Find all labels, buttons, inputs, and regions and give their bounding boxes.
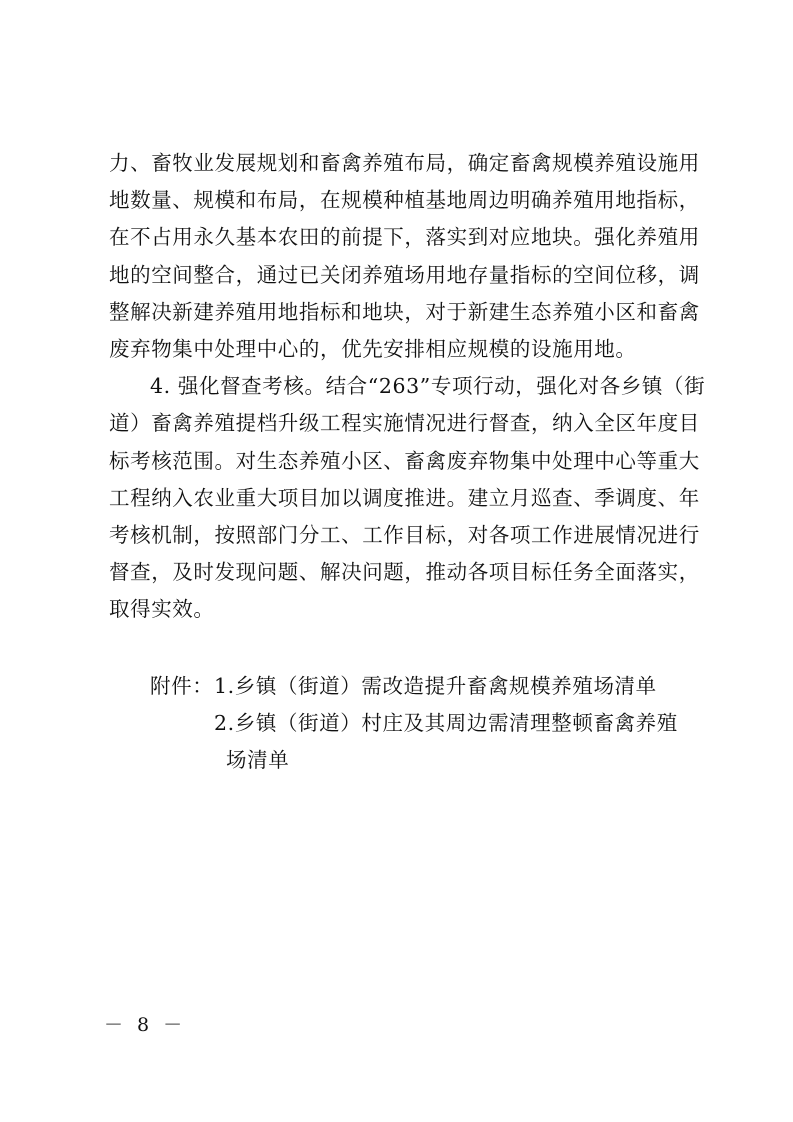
text-line: 4. 强化督查考核。结合“263”专项行动，强化对各乡镇（街 — [150, 374, 706, 399]
text-line: 道）畜禽养殖提档升级工程实施情况进行督查，纳入全区年度目 — [109, 411, 700, 436]
attachment-item-2 — [150, 705, 710, 742]
attachments-label: 附件： — [150, 674, 214, 698]
text-line: 力、畜牧业发展规划和畜禽养殖布局，确定畜禽规模养殖设施用 — [109, 151, 700, 175]
text-line: 地的空间整合，通过已关闭养殖场用地存量指标的空间位移，调 — [109, 262, 700, 287]
attachments-list — [150, 668, 710, 780]
text-line: 废弃物集中处理中心的，优先安排相应规模的设施用地。 — [109, 336, 637, 361]
text-line: 取得实效。 — [109, 597, 215, 622]
attachment-item-text: 2.乡镇（街道）村庄及其周边需清理整顿畜禽养殖 — [214, 711, 678, 736]
paragraph-supervision — [109, 368, 706, 628]
text-line: 考核机制，按照部门分工、工作目标，对各项工作进展情况进行 — [109, 522, 700, 547]
text-line: 督查，及时发现问题、解决问题，推动各项目标任务全面落实， — [109, 560, 700, 585]
attachment-item-1 — [150, 668, 710, 705]
text-line: 地数量、规模和布局，在规模种植基地周边明确养殖用地指标， — [109, 188, 700, 213]
body-text — [109, 145, 706, 628]
paragraph-land-use — [109, 145, 700, 368]
text-line: 整解决新建养殖用地指标和地块，对于新建生态养殖小区和畜禽 — [109, 299, 700, 324]
attachment-item-text: 场清单 — [226, 748, 290, 773]
attachment-item-text: 1.乡镇（街道）需改造提升畜禽规模养殖场清单 — [214, 674, 657, 698]
attachment-item-2-continued — [150, 742, 710, 779]
text-line: 工程纳入农业重大项目加以调度推进。建立月巡查、季调度、年 — [109, 485, 700, 510]
text-line: 标考核范围。对生态养殖小区、畜禽废弃物集中处理中心等重大 — [109, 448, 700, 473]
text-line: 在不占用永久基本农田的前提下，落实到对应地块。强化养殖用 — [109, 225, 700, 250]
page-number: － 8 － — [104, 1014, 187, 1036]
